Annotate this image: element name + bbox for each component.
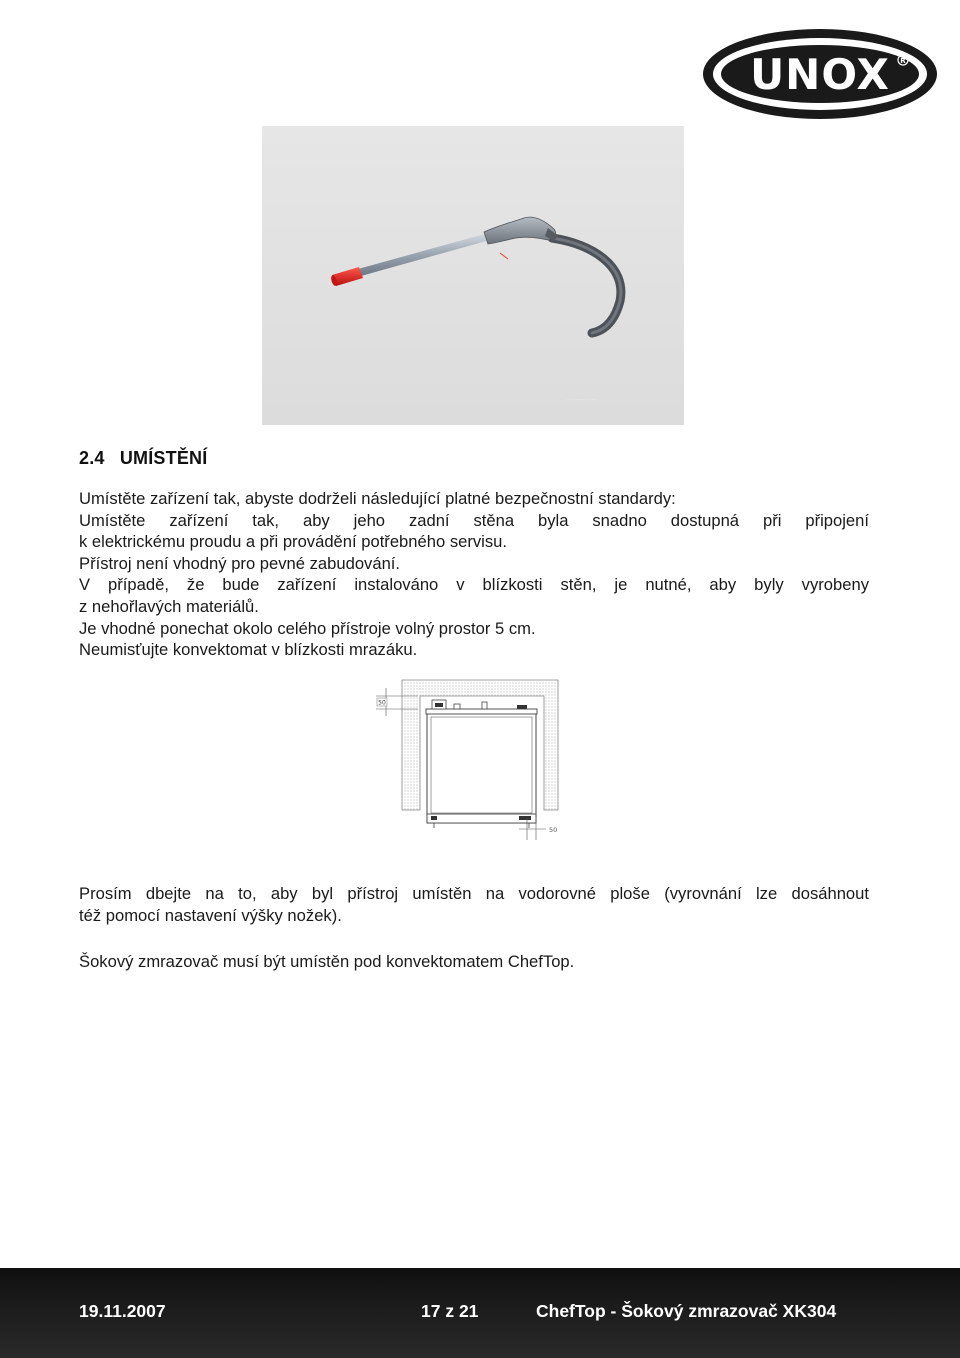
dimension-label-top: 50 (378, 699, 386, 707)
text-line: Umístěte zařízení tak, aby jeho zadní stěna byla snadno dostupná při připojení (79, 510, 869, 530)
clearance-diagram (374, 676, 564, 842)
footer-date: 19.11.2007 (79, 1301, 166, 1321)
text-line: Neumisťujte konvektomat v blízkosti mrazáku. (79, 640, 418, 660)
logo-text: UNOX (750, 50, 890, 99)
text-line: Prosím dbejte na to, aby byl přístroj umístěn na vodorovné ploše (vyrovnání lze dosáhnout (79, 884, 869, 903)
text-line: V případě, že bude zařízení instalováno v blízkosti stěn, je nutné, aby byly vyrobeny (79, 575, 869, 595)
page-footer (0, 1268, 960, 1358)
text-line: Přístroj není vhodný pro pevné zabudování. (79, 553, 401, 573)
text-line: Šokový zmrazovač musí být umístěn pod konvektomatem ChefTop. (79, 952, 575, 971)
text-line: Umístěte zařízení tak, abyste dodrželi následující platné bezpečnostní standardy: (79, 489, 676, 508)
text-line: k elektrickému proudu a při provádění potřebného servisu. (79, 532, 507, 552)
placement-note (79, 951, 869, 973)
svg-text:R: R (900, 57, 906, 65)
section-heading (79, 448, 207, 469)
section-title: UMÍSTĚNÍ (119, 448, 208, 468)
dimension-label-side: 50 (549, 826, 558, 834)
footer-page-number: 17 z 21 (421, 1301, 479, 1321)
core-probe-image (262, 126, 684, 425)
unox-logo-mark (700, 26, 940, 122)
section-number: 2.4 (79, 448, 105, 468)
installation-instructions (79, 488, 869, 661)
unox-logo (700, 26, 940, 122)
leveling-note (79, 883, 869, 926)
text-line: z nehořlavých materiálů. (79, 596, 259, 616)
footer-document-title: ChefTop - Šokový zmrazovač XK304 (536, 1301, 837, 1321)
text-line: Je vhodné ponechat okolo celého přístroje volný prostor 5 cm. (79, 618, 536, 638)
text-line: též pomocí nastavení výšky nožek). (79, 905, 342, 925)
svg-text:·····················: ····················· (567, 398, 598, 403)
